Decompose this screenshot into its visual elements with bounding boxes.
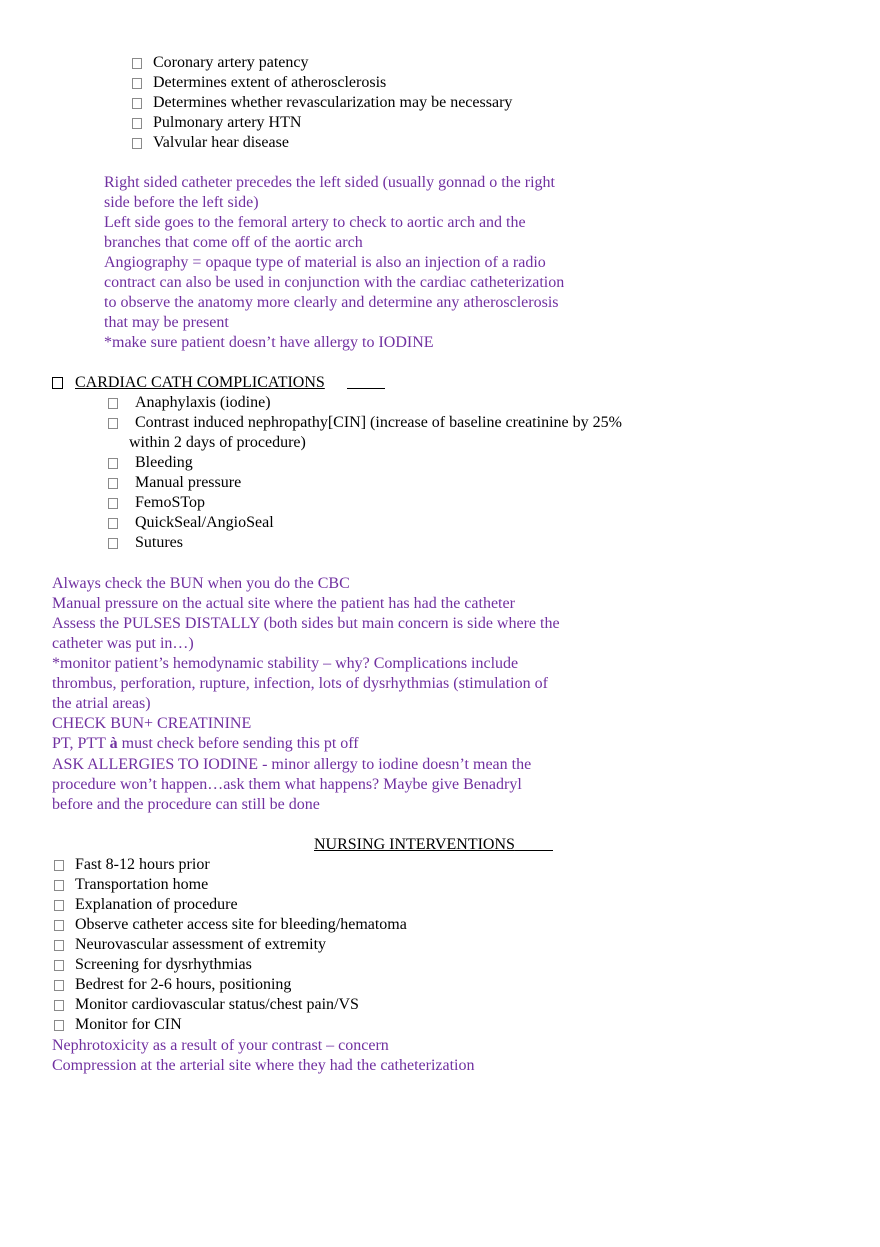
checkbox-bullet-icon bbox=[108, 458, 118, 469]
checkbox-bullet-icon bbox=[54, 860, 64, 871]
checkbox-bullet-icon bbox=[54, 1000, 64, 1011]
note-line-pt-ptt: PT, PTT à must check before sending this pt off bbox=[52, 735, 359, 752]
note-line: side before the left side) bbox=[104, 194, 259, 211]
checkbox-bullet-icon bbox=[108, 498, 118, 509]
checkbox-bullet-icon bbox=[108, 478, 118, 489]
checkbox-bullet-icon bbox=[52, 377, 63, 389]
heading-underline-tail bbox=[515, 835, 553, 851]
checkbox-bullet-icon bbox=[132, 138, 142, 149]
note-line: Left side goes to the femoral artery to check to aortic arch and the bbox=[104, 214, 526, 231]
document-page: Coronary artery patency Determines extent of atherosclerosis Determines whether revascularization may be necessary Pulmonary artery HTN Valvular hear disease Right sided catheter precedes the left sided (usually gonnad o the right side before the left side) Left side goes to the femoral artery to check to aortic arch and the branches that come off of the aortic arch Angiography = opaque type of material is also an injection of a radio contract can also be used in conjunction with the cardiac catheterization to observe the anatomy more clearly and determine any atherosclerosis that may be present *make sure patient doesn’t have allergy to IODINE CARDIAC CATH COMPLICATIONS Anaphylaxis (iodine) Contrast induced nephropathy[CIN] (increase of baseline creatinine by 25% within 2 days of procedure) Bleeding Manual pressure FemoSTop QuickSeal/AngioSeal Sutures Always check the BUN when you do the CBC Manual pressure on the actual site where the patient has had the catheter Assess the PULSES DISTALLY (both sides but main concern is side where the catheter was put in…) *monitor patient’s hemodynamic stability – why? Complications include thrombus, perforation, rupture, infection, lots of dysrhythmias (stimulation of the atrial areas) CHECK BUN+ CREATININE PT, PTT à must check before sending this pt off ASK ALLERGIES TO IODINE - minor allergy to iodine doesn’t mean the procedure won’t happen…ask them what happens? Maybe give Benadryl before and the procedure can still be done NURSING INTERVENTIONS Fast 8-12 hours prior Transportation home Explanation of procedure Observe catheter access site for bleeding/hematoma Neurovascular assessment of extremity Screening for dysrhythmias Bedrest for 2-6 hours, positioning Monitor cardiovascular status/chest pain/VS Monitor for CIN Nephrotoxicity as a result of your contrast – concern Compression at the arterial site where they had the catheterization bbox=[52, 54, 622, 1074]
note-line: ASK ALLERGIES TO IODINE - minor allergy to iodine doesn’t mean the bbox=[52, 756, 532, 773]
note-line: procedure won’t happen…ask them what happens? Maybe give Benadryl bbox=[52, 776, 522, 793]
note-line: Always check the BUN when you do the CBC bbox=[52, 575, 350, 592]
note-line: Assess the PULSES DISTALLY (both sides but main concern is side where the bbox=[52, 615, 560, 632]
checkbox-bullet-icon bbox=[54, 880, 64, 891]
checkbox-bullet-icon bbox=[108, 518, 118, 529]
note-line: Right sided catheter precedes the left sided (usually gonnad o the right bbox=[104, 174, 555, 191]
checkbox-bullet-icon bbox=[54, 980, 64, 991]
note-line: *make sure patient doesn’t have allergy to IODINE bbox=[104, 334, 434, 351]
checkbox-bullet-icon bbox=[54, 960, 64, 971]
checkbox-bullet-icon bbox=[132, 118, 142, 129]
note-line: the atrial areas) bbox=[52, 695, 151, 712]
note-line: catheter was put in…) bbox=[52, 635, 194, 652]
arrow-glyph: à bbox=[109, 735, 118, 752]
checkbox-bullet-icon bbox=[54, 900, 64, 911]
note-line: contract can also be used in conjunction with the cardiac catheterization bbox=[104, 274, 565, 291]
heading-underline-tail bbox=[347, 373, 385, 389]
note-line: Nephrotoxicity as a result of your contrast – concern bbox=[52, 1037, 389, 1054]
checkbox-bullet-icon bbox=[108, 538, 118, 549]
note-line: to observe the anatomy more clearly and determine any atherosclerosis bbox=[104, 294, 559, 311]
checkbox-bullet-icon bbox=[132, 78, 142, 89]
note-line: that may be present bbox=[104, 314, 229, 331]
checkbox-bullet-icon bbox=[108, 418, 118, 429]
note-line: before and the procedure can still be done bbox=[52, 796, 320, 813]
checkbox-bullet-icon bbox=[54, 940, 64, 951]
note-line: Manual pressure on the actual site where the patient has had the catheter bbox=[52, 595, 515, 612]
note-line: thrombus, perforation, rupture, infection, lots of dysrhythmias (stimulation of bbox=[52, 675, 548, 692]
checkbox-bullet-icon bbox=[132, 98, 142, 109]
note-line: *monitor patient’s hemodynamic stability – why? Complications include bbox=[52, 655, 519, 672]
checkbox-bullet-icon bbox=[54, 920, 64, 931]
note-line: Angiography = opaque type of material is also an injection of a radio bbox=[104, 254, 546, 271]
note-line: CHECK BUN+ CREATININE bbox=[52, 715, 252, 732]
checkbox-bullet-icon bbox=[108, 398, 118, 409]
checkbox-bullet-icon bbox=[54, 1020, 64, 1031]
list-item-continuation: within 2 days of procedure) bbox=[129, 434, 306, 451]
checkbox-bullet-icon bbox=[132, 58, 142, 69]
note-line: branches that come off of the aortic arch bbox=[104, 234, 363, 251]
nursing-heading: NURSING INTERVENTIONS bbox=[314, 835, 553, 855]
note-line: Compression at the arterial site where they had the catheterization bbox=[52, 1057, 475, 1074]
